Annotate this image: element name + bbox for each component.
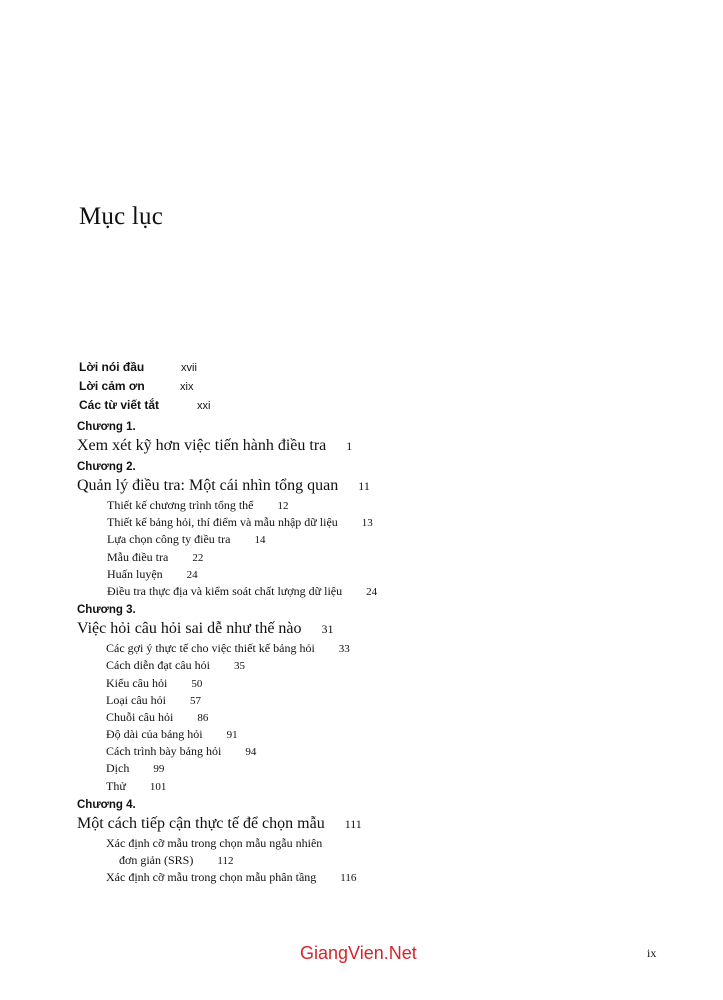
- chapter-title: Xem xét kỹ hơn việc tiến hành điều tra: [77, 437, 327, 454]
- chapter-title: Một cách tiếp cận thực tế để chọn mẫu: [77, 814, 325, 832]
- chapter-title-entry[interactable]: [77, 618, 677, 640]
- section-title: Độ dài của bảng hỏi: [106, 727, 203, 742]
- section-title: Thử: [106, 778, 126, 793]
- front-matter-item[interactable]: [79, 396, 210, 415]
- section-entry[interactable]: [77, 835, 677, 852]
- section-title: Xác định cỡ mẫu trong chọn mẫu phân tầng: [106, 870, 317, 885]
- front-matter-item[interactable]: [79, 377, 210, 396]
- section-entry[interactable]: [77, 531, 677, 548]
- section-title: Chuỗi câu hỏi: [106, 709, 174, 724]
- chapter-label: Chương 2.: [77, 461, 136, 473]
- section-entry[interactable]: [77, 640, 677, 657]
- section-page: 22: [192, 551, 204, 564]
- chapter-page: 31: [321, 622, 334, 637]
- section-page: 24: [366, 585, 378, 598]
- section-title: Cách trình bày bảng hỏi: [106, 744, 222, 759]
- section-entry[interactable]: [77, 497, 677, 514]
- section-page: 24: [186, 568, 198, 581]
- section-title: Xác định cỡ mẫu trong chọn mẫu ngẫu nhiên: [106, 835, 323, 850]
- front-matter-page: xvii: [181, 362, 197, 374]
- section-title: Các gợi ý thực tế cho việc thiết kế bảng hỏi: [106, 641, 315, 656]
- chapter-label: Chương 1.: [77, 421, 136, 433]
- section-page: 14: [254, 534, 266, 547]
- section-entry[interactable]: [77, 675, 677, 692]
- section-page: 94: [245, 746, 257, 759]
- section-title: Cách diễn đạt câu hỏi: [106, 658, 210, 673]
- front-matter-label: Lời nói đầu: [79, 360, 145, 374]
- section-page: 33: [338, 643, 350, 656]
- section-entry[interactable]: [77, 657, 677, 674]
- section-page: 112: [217, 855, 234, 867]
- page-number: ix: [647, 946, 657, 960]
- section-page: 57: [189, 694, 201, 707]
- section-page: 13: [361, 517, 373, 530]
- section-title: Thiết kế chương trình tổng thể: [107, 498, 254, 512]
- chapter-title: Việc hỏi câu hỏi sai dễ như thế nào: [77, 620, 302, 638]
- section-title-continuation: đơn giản (SRS): [119, 853, 194, 867]
- section-entry[interactable]: [77, 760, 677, 777]
- section-title: Lựa chọn công ty điều tra: [107, 532, 231, 547]
- chapter-title-entry[interactable]: [77, 475, 677, 497]
- front-matter-label: Lời cảm ơn: [79, 379, 145, 393]
- page-title: Mục lục: [79, 203, 164, 230]
- section-entry[interactable]: [77, 869, 677, 886]
- chapter-label: Chương 3.: [77, 604, 136, 617]
- section-title: Điều tra thực địa và kiểm soát chất lượng dữ liệu: [107, 583, 343, 598]
- section-entry[interactable]: [77, 692, 677, 709]
- chapter-page: 11: [358, 479, 370, 493]
- section-title: Huấn luyện: [107, 566, 163, 581]
- section-entry[interactable]: [77, 743, 677, 760]
- section-title: Dịch: [106, 761, 130, 776]
- section-entry[interactable]: [77, 726, 677, 743]
- section-entry[interactable]: [77, 549, 677, 566]
- section-page: 91: [226, 729, 238, 742]
- section-entry[interactable]: [77, 583, 677, 600]
- section-title: Loại câu hỏi: [106, 692, 166, 707]
- front-matter-label: Các từ viết tắt: [79, 398, 160, 412]
- chapter-label: Chương 4.: [77, 798, 136, 811]
- section-page: 101: [149, 780, 167, 793]
- section-entry[interactable]: [77, 778, 677, 795]
- front-matter-list: [79, 358, 210, 415]
- chapter-title-entry[interactable]: [77, 813, 677, 835]
- front-matter-page: xxi: [197, 400, 211, 412]
- section-title: Thiết kế bảng hỏi, thí điểm và mẫu nhập dữ liệu: [107, 515, 338, 530]
- watermark-brand: GiangVien.Net: [300, 943, 417, 963]
- section-entry[interactable]: [77, 514, 677, 531]
- section-page: 116: [340, 872, 357, 885]
- chapter-page: 1: [346, 439, 353, 453]
- front-matter-item[interactable]: [79, 358, 210, 377]
- section-page: 99: [153, 763, 165, 776]
- section-title: Kiểu câu hỏi: [106, 675, 168, 690]
- section-page: 86: [197, 711, 209, 724]
- section-entry[interactable]: [77, 566, 677, 583]
- chapter-title-entry[interactable]: [77, 435, 677, 457]
- section-page: 50: [191, 677, 203, 690]
- section-entry[interactable]: [77, 709, 677, 726]
- section-title: Mẫu điều tra: [107, 549, 169, 564]
- section-page: 35: [233, 660, 245, 673]
- chapter-page: 111: [344, 816, 362, 831]
- section-entry-continuation[interactable]: [77, 852, 677, 869]
- section-page: 12: [277, 500, 289, 512]
- chapter-title: Quản lý điều tra: Một cái nhìn tổng quan: [77, 477, 339, 494]
- chapter-list: [77, 420, 677, 886]
- front-matter-page: xix: [180, 381, 194, 393]
